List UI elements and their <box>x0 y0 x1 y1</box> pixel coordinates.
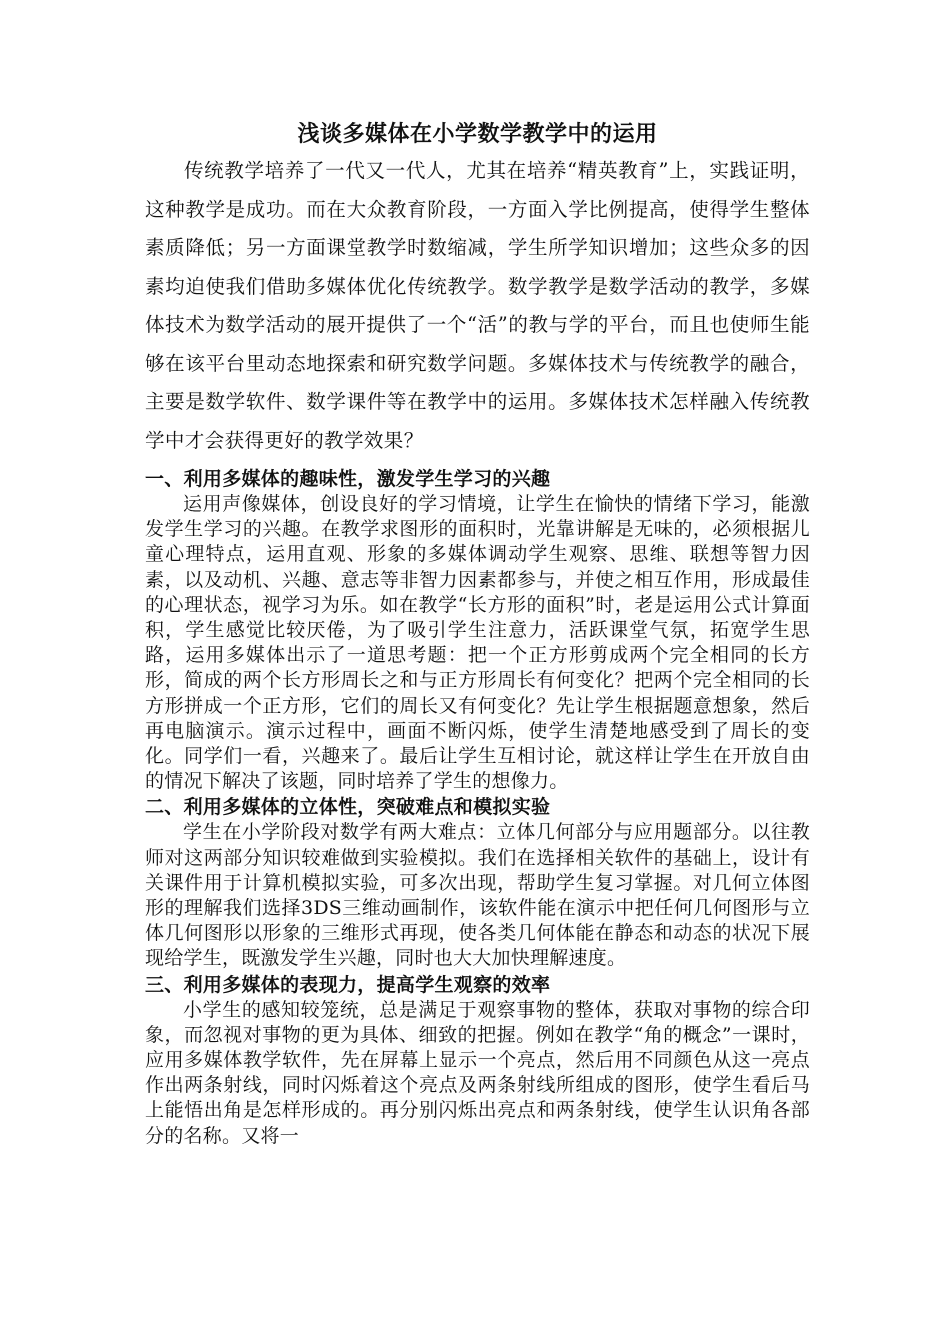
section-body: 运用声像媒体，创设良好的学习情境，让学生在愉快的情绪下学习，能激发学生学习的兴趣。在教学求图形的面积时，光靠讲解是无味的，必须根据儿童心理特点，运用直观、形象的多媒体调动学生观察、思维、联想等智力因素，以及动机、兴趣、意志等非智力因素都参与，并使之相互作用，形成最佳的心理状态，视学习为乐。如在教学“长方形的面积”时，老是运用公式计算面积，学生感觉比较厌倦，为了吸引学生注意力，活跃课堂气氛，拓宽学生思路，运用多媒体出示了一道思考题：把一个正方形剪成两个完全相同的长方形，简成的两个长方形周长之和与正方形周长有何变化？把两个完全相同的长方形拼成一个正方形，它们的周长又有何变化？先让学生根据题意想象，然后再电脑演示。演示过程中，画面不断闪烁，使学生清楚地感受到了周长的变化。同学们一看，兴趣来了。最后让学生互相讨论，就这样让学生在开放自由的情况下解决了该题，同时培养了学生的想像力。 <box>145 493 810 793</box>
document-content <box>145 118 810 1149</box>
intro-paragraph: 传统教学培养了一代又一代人，尤其在培养“精英教育”上，实践证明，这种教学是成功。而在大众教育阶段，一方面入学比例提高，使得学生整体素质降低；另一方面课堂教学时数缩减，学生所学知识增加；这些众多的因素均迫使我们借助多媒体优化传统教学。数学教学是数学活动的教学，多媒体技术为数学活动的展开提供了一个“活”的教与学的平台，而且也使师生能够在该平台里动态地探索和研究数学问题。多媒体技术与传统教学的融合，主要是数学软件、数学课件等在教学中的运用。多媒体技术怎样融入传统教学中才会获得更好的教学效果？ <box>145 159 810 452</box>
section-body: 学生在小学阶段对数学有两大难点：立体几何部分与应用题部分。以往教师对这两部分知识较难做到实验模拟。我们在选择相关软件的基础上，设计有关课件用于计算机模拟实验，可多次出现，帮助学生复习掌握。对几何立体图形的理解我们选择3DS三维动画制作，该软件能在演示中把任何几何图形与立体几何图形以形象的三维形式再现，使各类几何体能在静态和动态的状况下展现给学生，既激发学生兴趣，同时也大大加快理解速度。 <box>145 821 810 970</box>
section-body: 小学生的感知较笼统，总是满足于观察事物的整体，获取对事物的综合印象，而忽视对事物的更为具体、细致的把握。例如在教学“角的概念”一课时，应用多媒体教学软件，先在屏幕上显示一个亮点，然后用不同颜色从这一亮点作出两条射线，同时闪烁着这个亮点及两条射线所组成的图形，使学生看后马上能悟出角是怎样形成的。再分别闪烁出亮点和两条射线，使学生认识角各部分的名称。又将一 <box>145 998 810 1147</box>
section-heading: 三、利用多媒体的表现力，提高学生观察的效率 <box>145 973 551 996</box>
section-1 <box>145 466 810 794</box>
section-2 <box>145 794 810 971</box>
section-3 <box>145 972 810 1149</box>
section-heading: 二、利用多媒体的立体性，突破难点和模拟实验 <box>145 796 551 819</box>
section-heading: 一、利用多媒体的趣味性，激发学生学习的兴趣 <box>145 468 551 490</box>
document-title: 浅谈多媒体在小学数学教学中的运用 <box>297 122 658 147</box>
